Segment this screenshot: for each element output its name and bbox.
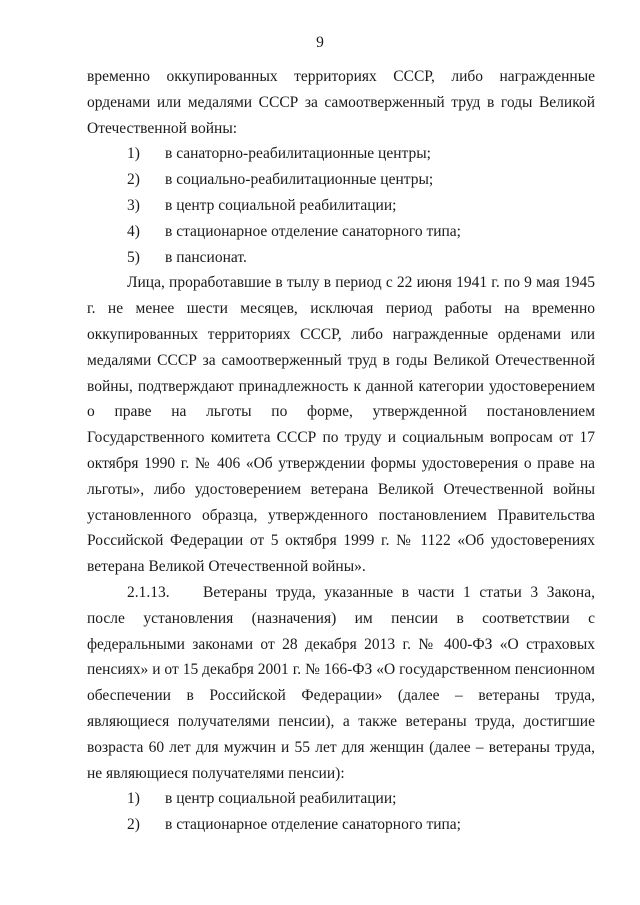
paragraph-home-front-workers: Лица, проработавшие в тылу в период с 22 июня 1941 г. по 9 мая 1945 г. не менее шести месяцев, исключая период работы на временно оккупированных территориях СССР, либо награжденные орденами или медалями СССР за самоотверженный труд в годы Великой Отечественной войны, подтверждают принадлежность к данной категории удостоверением о праве на льготы по форме, утвержденной постановлением Государственного комитета СССР по труду и социальным вопросам от 17 октября 1990 г. № 406 «Об утверждении формы удостоверения о праве на льготы», либо удостоверением ветерана Великой Отечественной войны установленного образца, утвержденного постановлением Правительства Российской Федерации от 5 октября 1999 г. № 1122 «Об удостоверениях ветерана Великой Отечественной войны». xyxy=(87,274,595,576)
list-item-number: 2) xyxy=(127,171,140,189)
page-number: 9 xyxy=(316,34,324,51)
page-body xyxy=(87,64,595,838)
list-item-number: 1) xyxy=(127,790,140,808)
list-item xyxy=(87,219,595,245)
clause-number: 2.1.13. xyxy=(127,583,170,601)
list-item-text: в санаторно-реабилитационные центры; xyxy=(165,145,431,163)
list-item-text: в стационарное отделение санаторного типа; xyxy=(165,816,461,834)
list-item xyxy=(87,193,595,219)
list-item-number: 5) xyxy=(127,248,140,266)
paragraph-clause-2-1-13 xyxy=(87,580,595,786)
list-item-text: в стационарное отделение санаторного типа; xyxy=(165,222,461,240)
paragraph-continuation: временно оккупированных территориях СССР, либо награжденные орденами или медалями СССР за самоотверженный труд в годы Великой Отечественной войны: xyxy=(87,68,595,137)
list-item xyxy=(87,141,595,167)
list-item-text: в центр социальной реабилитации; xyxy=(165,196,397,214)
institution-list-1 xyxy=(87,141,595,270)
list-item xyxy=(87,245,595,271)
list-item-text: в пансионат. xyxy=(165,248,247,266)
list-item-number: 3) xyxy=(127,196,140,214)
list-item-number: 1) xyxy=(127,145,140,163)
list-item xyxy=(87,786,595,812)
list-item-number: 4) xyxy=(127,222,140,240)
list-item-text: в центр социальной реабилитации; xyxy=(165,790,397,808)
list-item xyxy=(87,167,595,193)
institution-list-2 xyxy=(87,786,595,838)
list-item-text: в социально-реабилитационные центры; xyxy=(165,171,434,189)
list-item xyxy=(87,812,595,838)
list-item-number: 2) xyxy=(127,816,140,834)
clause-text: Ветераны труда, указанные в части 1 статьи 3 Закона, после установления (назначения) им пенсии в соответствии с федеральными законами от 28 декабря 2013 г. № 400-ФЗ «О страховых пенсиях» и от 15 декабря 2001 г. № 166-ФЗ «О государственном пенсионном обеспечении в Российской Федерации» (далее – ветераны труда, являющиеся получателями пенсии), а также ветераны труда, достигшие возраста 60 лет для мужчин и 55 лет для женщин (далее – ветераны труда, не являющиеся получателями пенсии): xyxy=(87,583,595,782)
